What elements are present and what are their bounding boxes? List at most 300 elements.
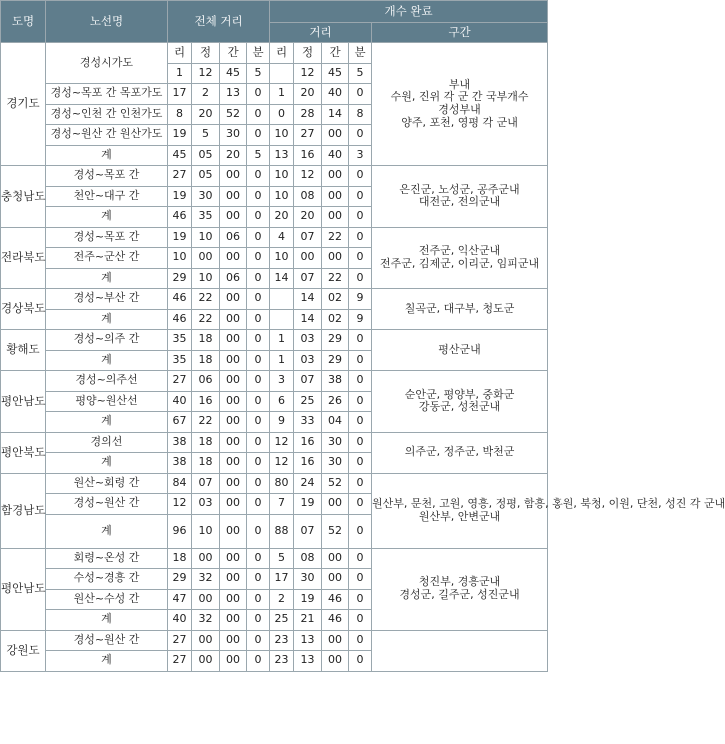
section-cell [372,289,548,330]
total-distance-cell: 0 [247,289,270,310]
total-distance-cell: 00 [220,453,247,474]
completed-distance-cell: 3 [270,371,294,392]
completed-distance-cell: 0 [349,186,372,207]
completed-distance-cell: 00 [322,166,349,187]
completed-distance-cell: 29 [322,350,349,371]
total-distance-cell: 0 [247,227,270,248]
total-distance-cell: 12 [168,494,192,515]
completed-distance-cell: 0 [349,548,372,569]
total-distance-cell: 06 [192,371,220,392]
total-distance-cell: 84 [168,473,192,494]
total-distance-cell: 18 [192,453,220,474]
completed-distance-cell: 00 [322,207,349,228]
total-distance-cell: 00 [220,494,247,515]
table-row [1,289,548,310]
completed-distance-cell: 0 [349,166,372,187]
completed-distance-cell: 12 [270,453,294,474]
completed-distance-cell: 38 [322,371,349,392]
completed-distance-cell: 16 [294,453,322,474]
total-distance-cell: 0 [247,432,270,453]
completed-distance-cell: 20 [270,207,294,228]
completed-distance-cell: 0 [349,207,372,228]
completed-distance-cell: 02 [322,309,349,330]
route-cell: 원산~회령 간 [46,473,168,494]
total-distance-cell: 19 [168,227,192,248]
completed-distance-cell [270,63,294,84]
completed-distance-cell: 정 [294,43,322,64]
section-cell [372,227,548,289]
total-distance-cell: 10 [168,248,192,269]
completed-distance-cell: 12 [294,63,322,84]
province-cell: 경상북도 [1,289,46,330]
total-distance-cell: 분 [247,43,270,64]
completed-distance-cell: 0 [349,125,372,146]
total-distance-cell: 00 [220,186,247,207]
completed-distance-cell: 9 [349,309,372,330]
section-cell [372,473,725,548]
total-distance-cell: 03 [192,494,220,515]
completed-distance-cell: 30 [294,569,322,590]
completed-distance-cell: 00 [322,569,349,590]
total-distance-cell: 32 [192,569,220,590]
completed-distance-cell: 07 [294,371,322,392]
province-cell: 평안북도 [1,432,46,473]
completed-distance-cell: 7 [270,494,294,515]
table-row [1,432,548,453]
completed-distance-cell: 21 [294,610,322,631]
total-distance-cell: 0 [247,630,270,651]
total-distance-cell: 38 [168,453,192,474]
route-cell: 계 [46,514,168,548]
completed-distance-cell: 5 [270,548,294,569]
route-cell: 경성시가도 [46,43,168,84]
completed-distance-cell: 0 [349,589,372,610]
province-cell: 충청남도 [1,166,46,228]
completed-distance-cell: 20 [294,84,322,105]
completed-distance-cell: 17 [270,569,294,590]
total-distance-cell: 0 [247,494,270,515]
total-distance-cell: 22 [192,412,220,433]
section-line: 경성군, 길주군, 성진군내 [399,588,520,601]
total-distance-cell: 정 [192,43,220,64]
total-distance-cell: 40 [168,391,192,412]
total-distance-cell: 0 [247,473,270,494]
completed-distance-cell: 6 [270,391,294,412]
route-cell: 경의선 [46,432,168,453]
section-line: 의주군, 정주군, 박천군 [404,445,515,459]
completed-distance-cell: 0 [349,630,372,651]
total-distance-cell: 0 [247,309,270,330]
completed-distance-cell: 0 [349,494,372,515]
completed-distance-cell: 9 [349,289,372,310]
total-distance-cell: 00 [220,548,247,569]
total-distance-cell: 0 [247,651,270,672]
table-row [1,371,548,392]
completed-distance-cell: 19 [294,494,322,515]
completed-distance-cell: 10 [270,248,294,269]
section-cell [372,432,548,473]
route-cell: 전주~군산 간 [46,248,168,269]
province-cell: 경기도 [1,43,46,166]
completed-distance-cell: 13 [294,630,322,651]
completed-distance-cell: 8 [349,104,372,125]
completed-distance-cell: 88 [270,514,294,548]
total-distance-cell: 00 [220,330,247,351]
completed-distance-cell: 08 [294,548,322,569]
total-distance-cell: 00 [192,548,220,569]
route-cell: 경성~목포 간 [46,227,168,248]
route-cell: 경성~목포 간 [46,166,168,187]
completed-distance-cell: 07 [294,227,322,248]
total-distance-cell: 06 [220,268,247,289]
section-line: 양주, 포천, 영평 각 군내 [401,115,518,129]
total-distance-cell: 47 [168,589,192,610]
section-line: 경성부내 [438,103,481,116]
total-distance-cell: 00 [192,248,220,269]
completed-distance-cell: 40 [322,84,349,105]
total-distance-cell: 45 [168,145,192,166]
total-distance-cell: 0 [247,391,270,412]
section-cell [372,630,548,671]
completed-distance-cell: 10 [270,166,294,187]
route-cell: 수성~경흥 간 [46,569,168,590]
total-distance-cell: 0 [247,186,270,207]
total-distance-cell: 00 [220,473,247,494]
total-distance-cell: 00 [192,651,220,672]
total-distance-cell: 46 [168,289,192,310]
total-distance-cell: 18 [192,432,220,453]
completed-distance-cell: 04 [322,412,349,433]
completed-distance-cell: 0 [349,371,372,392]
total-distance-cell: 2 [192,84,220,105]
completed-distance-cell: 9 [270,412,294,433]
completed-distance-cell: 00 [322,651,349,672]
completed-distance-cell: 2 [270,589,294,610]
total-distance-cell: 18 [168,548,192,569]
total-distance-cell: 00 [220,589,247,610]
total-distance-cell: 13 [220,84,247,105]
completed-distance-cell: 리 [270,43,294,64]
completed-distance-cell: 14 [294,309,322,330]
completed-distance-cell: 00 [322,630,349,651]
completed-distance-cell: 간 [322,43,349,64]
total-distance-cell: 38 [168,432,192,453]
completed-distance-cell [270,309,294,330]
completed-distance-cell: 0 [349,610,372,631]
completed-distance-cell: 46 [322,610,349,631]
route-cell: 계 [46,309,168,330]
section-line: 원산부, 문천, 고원, 영흥, 정평, 함흥, 홍원, 북청, 이원, 단천, 성진 각 군내 [372,496,725,510]
completed-distance-cell: 14 [294,289,322,310]
total-distance-cell: 27 [168,651,192,672]
total-distance-cell: 05 [192,166,220,187]
total-distance-cell: 00 [220,289,247,310]
completed-distance-cell: 80 [270,473,294,494]
completed-distance-cell: 25 [270,610,294,631]
total-distance-cell: 46 [168,207,192,228]
completed-distance-cell: 4 [270,227,294,248]
completed-distance-cell: 1 [270,350,294,371]
table-row [1,227,548,248]
completed-distance-cell: 52 [322,514,349,548]
completed-distance-cell: 0 [349,412,372,433]
total-distance-cell: 00 [220,412,247,433]
completed-distance-cell: 0 [349,651,372,672]
total-distance-cell: 46 [168,309,192,330]
total-distance-cell: 35 [168,330,192,351]
completed-distance-cell: 13 [294,651,322,672]
completed-distance-cell: 22 [322,268,349,289]
total-distance-cell: 10 [192,227,220,248]
total-distance-cell: 00 [220,350,247,371]
table-row [1,630,548,651]
province-cell: 강원도 [1,630,46,671]
completed-distance-cell: 00 [294,248,322,269]
completed-distance-cell: 0 [349,473,372,494]
total-distance-cell: 0 [247,412,270,433]
header-total-distance: 전체 거리 [168,1,270,43]
total-distance-cell: 30 [220,125,247,146]
completed-distance-cell: 00 [322,186,349,207]
completed-distance-cell: 00 [322,494,349,515]
total-distance-cell: 0 [247,104,270,125]
total-distance-cell: 00 [220,371,247,392]
completed-distance-cell: 0 [349,391,372,412]
completed-distance-cell: 29 [322,330,349,351]
section-line: 순안군, 평양부, 중화군 [404,387,515,401]
total-distance-cell: 00 [220,391,247,412]
completed-distance-cell: 0 [349,84,372,105]
total-distance-cell: 96 [168,514,192,548]
total-distance-cell: 8 [168,104,192,125]
completed-distance-cell: 12 [270,432,294,453]
total-distance-cell: 0 [247,207,270,228]
section-line: 강동군, 성천군내 [418,400,501,414]
total-distance-cell: 1 [168,63,192,84]
completed-distance-cell: 12 [294,166,322,187]
province-cell: 전라북도 [1,227,46,289]
province-cell: 평안남도 [1,371,46,433]
route-cell: 경성~인천 간 인천가도 [46,104,168,125]
total-distance-cell: 0 [247,125,270,146]
completed-distance-cell: 02 [322,289,349,310]
section-line: 원산부, 안변군내 [418,509,501,523]
route-cell: 천안~대구 간 [46,186,168,207]
completed-distance-cell: 0 [349,350,372,371]
total-distance-cell: 00 [220,309,247,330]
total-distance-cell: 5 [247,63,270,84]
table-row [1,330,548,351]
completed-distance-cell: 13 [270,145,294,166]
total-distance-cell: 05 [192,145,220,166]
total-distance-cell: 0 [247,166,270,187]
total-distance-cell: 06 [220,227,247,248]
completed-distance-cell: 0 [349,569,372,590]
route-cell: 회령~온성 간 [46,548,168,569]
total-distance-cell: 17 [168,84,192,105]
route-cell: 경성~원산 간 원산가도 [46,125,168,146]
section-line: 은진군, 노성군, 공주군내 [399,182,520,196]
completed-distance-cell [270,289,294,310]
total-distance-cell: 10 [192,268,220,289]
total-distance-cell: 00 [220,207,247,228]
table-row [1,473,548,494]
province-cell: 함경남도 [1,473,46,548]
section-line: 대전군, 전의군내 [418,195,501,209]
total-distance-cell: 18 [192,330,220,351]
completed-distance-cell: 0 [349,268,372,289]
completed-distance-cell: 0 [349,227,372,248]
completed-distance-cell: 10 [270,186,294,207]
table-body [1,43,725,672]
route-cell: 계 [46,412,168,433]
section-line: 부내 [448,77,471,91]
total-distance-cell: 35 [192,207,220,228]
completed-distance-cell: 28 [294,104,322,125]
completed-distance-cell: 14 [322,104,349,125]
total-distance-cell: 00 [220,166,247,187]
total-distance-cell: 16 [192,391,220,412]
completed-distance-cell: 30 [322,453,349,474]
total-distance-cell: 00 [220,432,247,453]
total-distance-cell: 27 [168,371,192,392]
route-cell: 경성~의주 간 [46,330,168,351]
total-distance-cell: 00 [220,569,247,590]
completed-distance-cell: 0 [349,330,372,351]
completed-distance-cell: 23 [270,651,294,672]
total-distance-cell: 18 [192,350,220,371]
total-distance-cell: 20 [220,145,247,166]
total-distance-cell: 00 [192,589,220,610]
completed-distance-cell: 26 [322,391,349,412]
total-distance-cell: 52 [220,104,247,125]
route-cell: 계 [46,453,168,474]
total-distance-cell: 12 [192,63,220,84]
completed-distance-cell: 03 [294,350,322,371]
section-cell [372,330,548,371]
total-distance-cell: 0 [247,453,270,474]
route-cell: 계 [46,651,168,672]
total-distance-cell: 32 [192,610,220,631]
completed-distance-cell: 00 [322,125,349,146]
completed-distance-cell: 46 [322,589,349,610]
total-distance-cell: 35 [168,350,192,371]
completed-distance-cell: 27 [294,125,322,146]
total-distance-cell: 0 [247,569,270,590]
completed-distance-cell: 07 [294,268,322,289]
table-row [1,548,548,569]
completed-distance-cell: 10 [270,125,294,146]
total-distance-cell: 22 [192,289,220,310]
table-row [1,166,548,187]
completed-distance-cell: 52 [322,473,349,494]
route-cell: 원산~수성 간 [46,589,168,610]
route-cell: 평양~원산선 [46,391,168,412]
section-line: 전주군, 익산군내 [418,244,501,258]
total-distance-cell: 45 [220,63,247,84]
total-distance-cell: 0 [247,268,270,289]
total-distance-cell: 리 [168,43,192,64]
total-distance-cell: 간 [220,43,247,64]
completed-distance-cell: 03 [294,330,322,351]
total-distance-cell: 20 [192,104,220,125]
total-distance-cell: 30 [192,186,220,207]
completed-distance-cell: 25 [294,391,322,412]
route-cell: 계 [46,207,168,228]
completed-distance-cell: 0 [270,104,294,125]
route-cell: 경성~목포 간 목포가도 [46,84,168,105]
route-cell: 경성~원산 간 [46,494,168,515]
header-province: 도명 [1,1,46,43]
completed-distance-cell: 3 [349,145,372,166]
completed-distance-cell: 0 [349,453,372,474]
completed-distance-cell: 24 [294,473,322,494]
total-distance-cell: 0 [247,589,270,610]
total-distance-cell: 29 [168,569,192,590]
total-distance-cell: 5 [247,145,270,166]
table-row [1,43,548,64]
route-cell: 경성~원산 간 [46,630,168,651]
total-distance-cell: 0 [247,514,270,548]
completed-distance-cell: 20 [294,207,322,228]
route-cell: 계 [46,268,168,289]
completed-distance-cell: 0 [349,514,372,548]
province-cell: 황해도 [1,330,46,371]
total-distance-cell: 00 [220,651,247,672]
completed-distance-cell: 0 [349,432,372,453]
completed-distance-cell: 23 [270,630,294,651]
header-distance: 거리 [270,23,372,43]
total-distance-cell: 22 [192,309,220,330]
total-distance-cell: 00 [192,630,220,651]
total-distance-cell: 67 [168,412,192,433]
total-distance-cell: 19 [168,125,192,146]
total-distance-cell: 0 [247,84,270,105]
province-cell: 평안남도 [1,548,46,630]
route-cell: 경성~의주선 [46,371,168,392]
completed-distance-cell: 00 [322,548,349,569]
route-cell: 계 [46,610,168,631]
total-distance-cell: 0 [247,548,270,569]
section-line: 전주군, 김제군, 이리군, 임피군내 [379,256,540,270]
completed-distance-cell: 45 [322,63,349,84]
route-cell: 경성~부산 간 [46,289,168,310]
total-distance-cell: 5 [192,125,220,146]
total-distance-cell: 00 [220,248,247,269]
completed-distance-cell: 40 [322,145,349,166]
route-cell: 계 [46,145,168,166]
total-distance-cell: 10 [192,514,220,548]
total-distance-cell: 00 [220,610,247,631]
total-distance-cell: 07 [192,473,220,494]
total-distance-cell: 0 [247,371,270,392]
total-distance-cell: 00 [220,630,247,651]
section-cell [372,371,548,433]
total-distance-cell: 0 [247,610,270,631]
completed-distance-cell: 5 [349,63,372,84]
completed-distance-cell: 1 [270,330,294,351]
section-line: 칠곡군, 대구부, 청도군 [404,301,515,315]
completed-distance-cell: 16 [294,432,322,453]
completed-distance-cell: 07 [294,514,322,548]
total-distance-cell: 27 [168,630,192,651]
completed-distance-cell: 분 [349,43,372,64]
completed-distance-cell: 08 [294,186,322,207]
total-distance-cell: 0 [247,350,270,371]
completed-distance-cell: 0 [349,248,372,269]
total-distance-cell: 0 [247,248,270,269]
route-cell: 계 [46,350,168,371]
